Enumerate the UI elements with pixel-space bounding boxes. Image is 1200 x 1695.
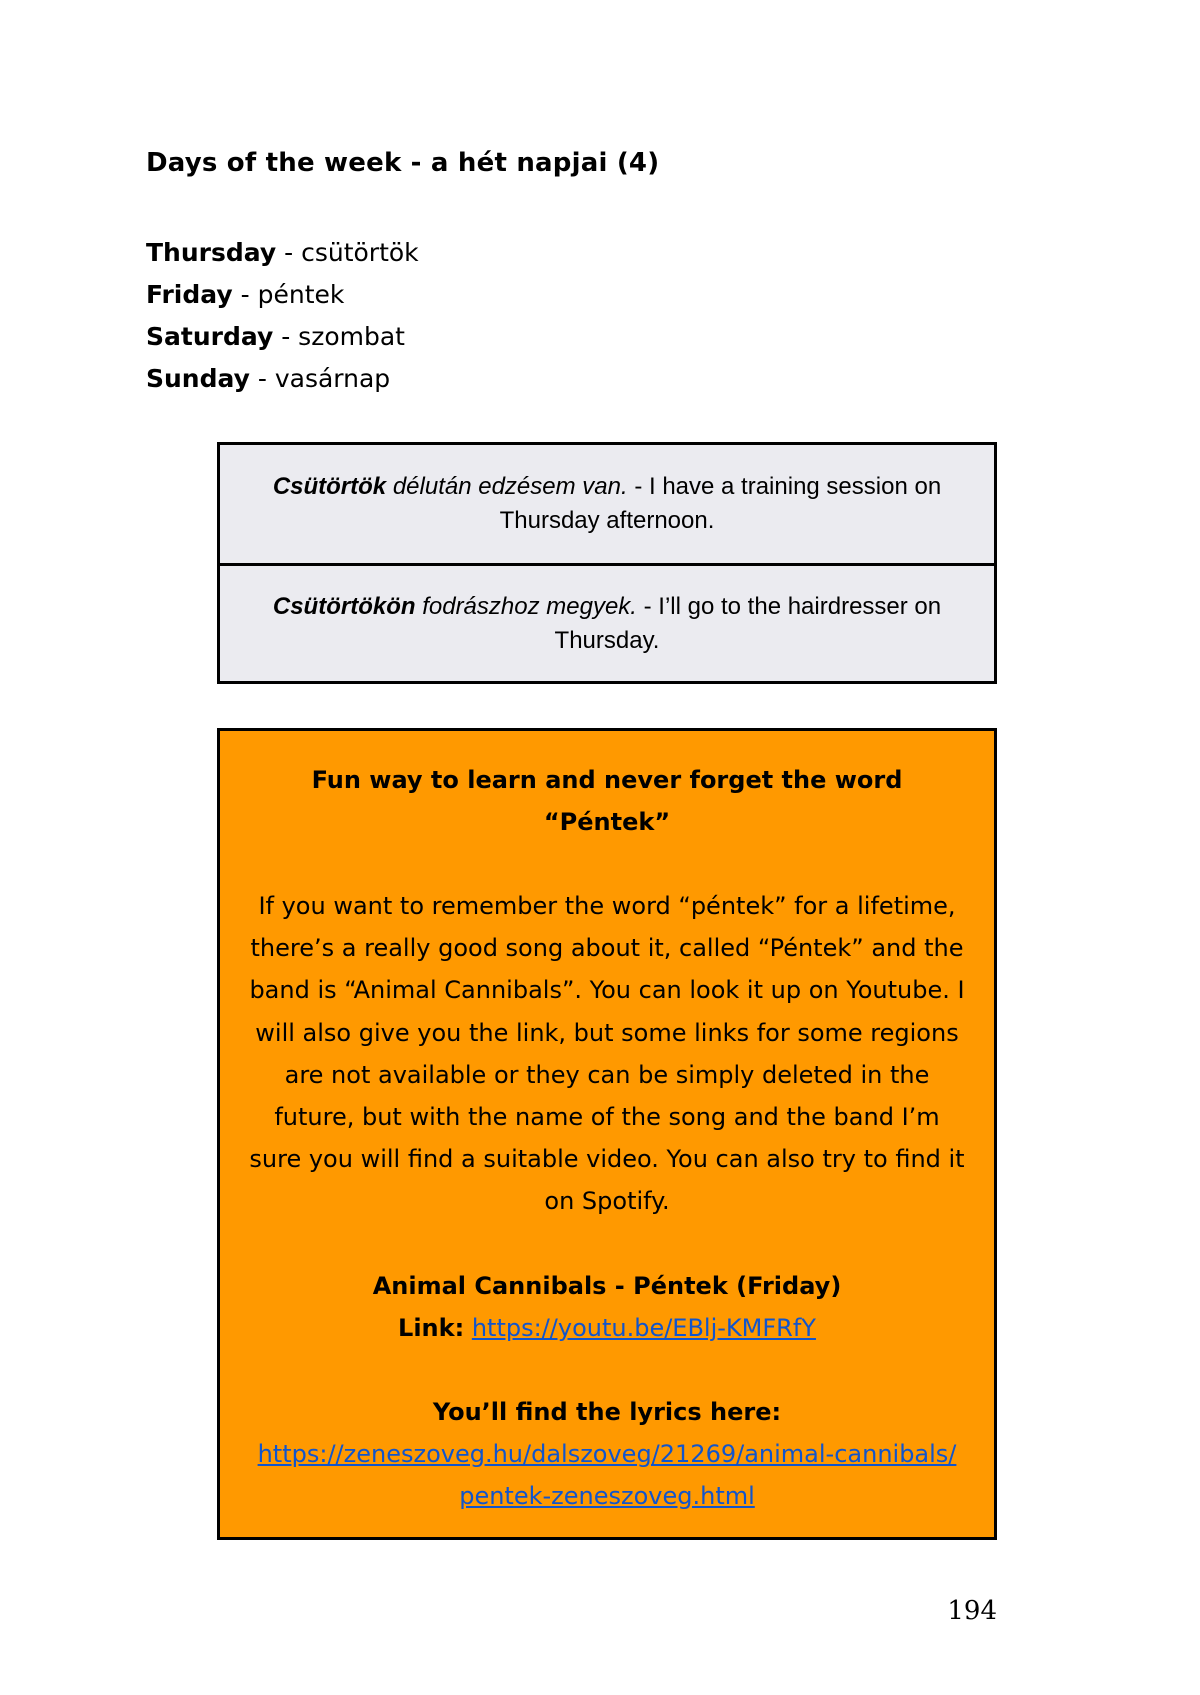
vocab-english: Friday (146, 280, 233, 309)
vocabulary-list (146, 232, 419, 400)
lyrics-link-line1[interactable]: https://zeneszoveg.hu/dalszoveg/21269/animal-cannibals/ (257, 1439, 957, 1468)
example-row (220, 563, 994, 681)
vocab-item-sunday (146, 358, 419, 400)
fun-tip-heading: Fun way to learn and never forget the word “Péntek” (311, 766, 903, 836)
fun-tip-box (217, 728, 997, 1540)
song-title: Animal Cannibals - Péntek (Friday) (372, 1271, 842, 1300)
example-hungarian: délután edzésem van. (386, 473, 628, 500)
vocab-english: Sunday (146, 364, 250, 393)
page-number: 194 (947, 1596, 997, 1626)
video-link-line (246, 1307, 968, 1349)
vocab-hungarian: péntek (257, 280, 345, 309)
example-keyword: Csütörtök (272, 473, 387, 500)
example-sentence (252, 470, 962, 538)
vocab-english: Saturday (146, 322, 274, 351)
vocab-separator: - (276, 238, 302, 267)
vocab-separator: - (249, 364, 275, 393)
example-translation: - I have a training session on Thursday afternoon. (499, 473, 942, 534)
example-sentences-table (217, 442, 997, 684)
vocab-hungarian: csütörtök (301, 238, 419, 267)
example-keyword: Csütörtökön (272, 592, 416, 620)
lyrics-heading: You’ll find the lyrics here: (432, 1397, 782, 1426)
lyrics-link-wrapper (246, 1433, 968, 1517)
link-label: Link: (398, 1313, 465, 1342)
vocab-item-thursday (146, 232, 419, 274)
vocab-separator: - (232, 280, 258, 309)
vocab-hungarian: vasárnap (274, 364, 391, 393)
youtube-link[interactable]: https://youtu.be/EBlj-KMFRfY (471, 1313, 816, 1342)
vocab-item-friday (146, 274, 419, 316)
vocab-hungarian: szombat (298, 322, 405, 351)
vocab-item-saturday (146, 316, 419, 358)
vocab-english: Thursday (146, 238, 277, 267)
example-hungarian: fodrászhoz megyek. (415, 592, 637, 620)
lyrics-link-line2[interactable]: pentek-zeneszoveg.html (459, 1481, 755, 1510)
vocab-separator: - (273, 322, 299, 351)
page-title: Days of the week - a hét napjai (4) (146, 148, 660, 178)
example-row (220, 445, 994, 563)
example-translation: - I’ll go to the hairdresser on Thursday. (554, 592, 942, 654)
fun-tip-body: If you want to remember the word “péntek” for a lifetime, there’s a really good song about it, called “Péntek” and the band is “Animal Cannibals”. You can look it up on Youtube. I will also give you the link, but some links for some regions are not available or they can be simply deleted in the future, but with the name of the song and the band I’m sure you will find a suitable video. You can also try to find it on Spotify. (249, 892, 965, 1216)
example-sentence (252, 590, 962, 658)
